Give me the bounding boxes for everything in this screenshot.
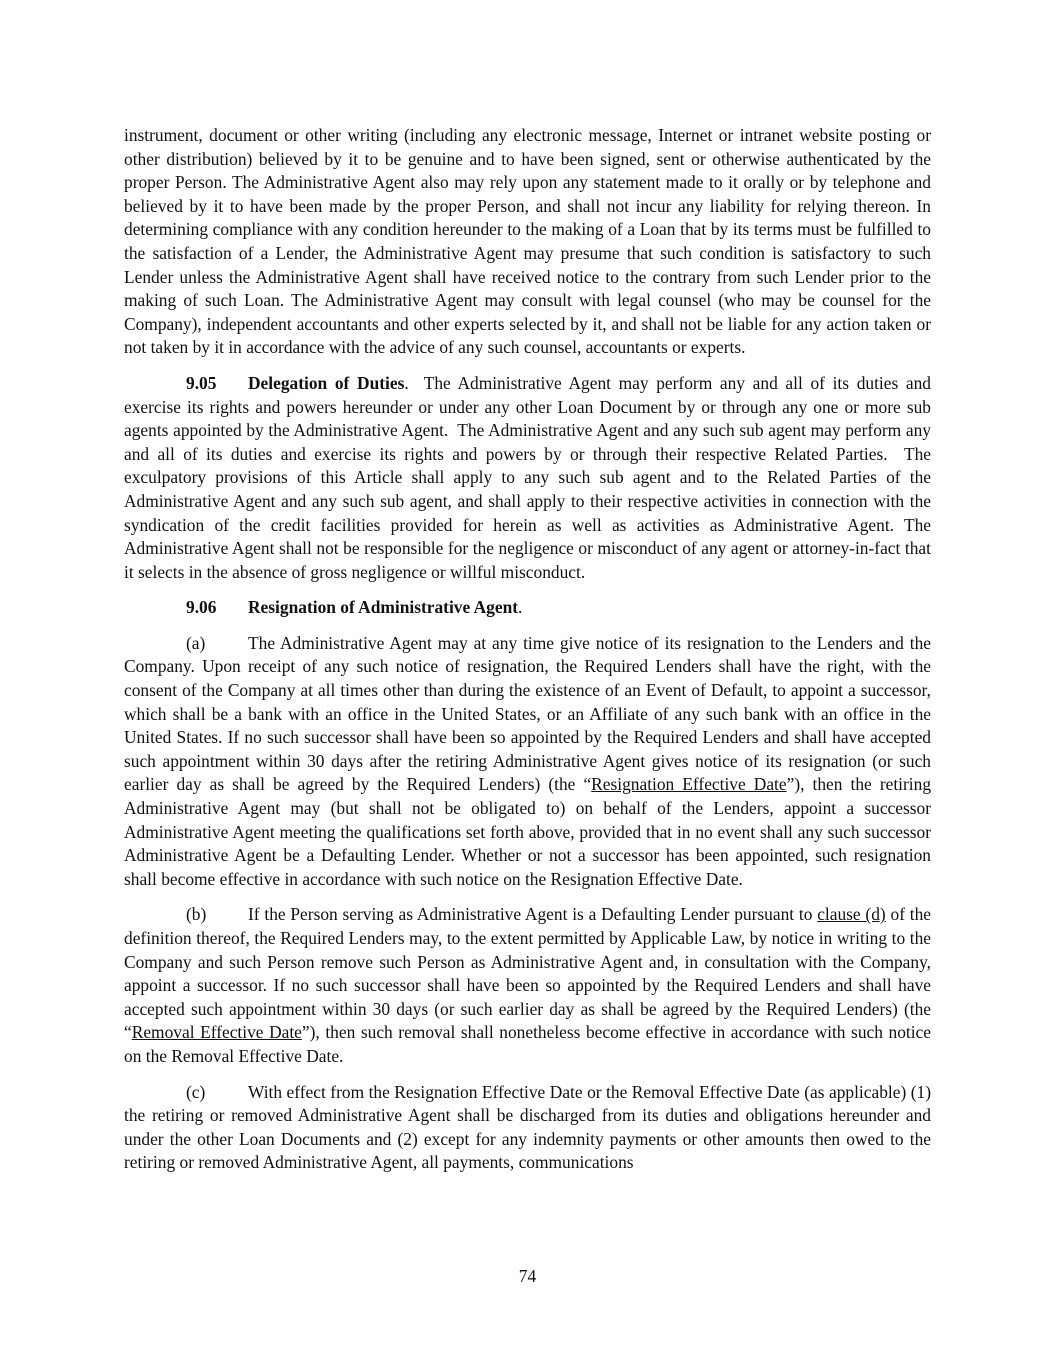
clause-b-label: (b) [186, 904, 207, 925]
clause-c-text: With effect from the Resignation Effective Date or the Removal Effective Date (as applicable) (1) the retiring or removed Administrative Agent shall be discharged from its duties and obligations hereunder and under the other Loan Documents and (2) except for any indemnity payments or other amounts then owed to the retiring or removed Administrative Agent, all payments, communications [124, 1081, 931, 1173]
clause-a-text-2: ”), then the retiring Administrative Agent may (but shall not be obligated to) on behalf of the Lenders, appoint a successor Administrative Agent meeting the qualifications set forth above, provided that in no event shall any such successor Administrative Agent be a Defaulting Lender. Whether or not a successor has been appointed, such resignation shall become effective in accordance with such notice on the Resignation Effective Date. [124, 774, 932, 889]
clause-a [124, 632, 931, 892]
clause-b [124, 903, 931, 1068]
paragraph-continuation: instrument, document or other writing (including any electronic message, Internet or intranet website posting or other distribution) believed by it to be genuine and to have been signed, sent or otherwise authenticated by the proper Person. The Administrative Agent also may rely upon any statement made to it orally or by telephone and believed by it to have been made by the proper Person, and shall not incur any liability for relying thereon. In determining compliance with any condition hereunder to the making of a Loan that by its terms must be fulfilled to the satisfaction of a Lender, the Administrative Agent may presume that such condition is satisfactory to such Lender unless the Administrative Agent shall have received notice to the contrary from such Lender prior to the making of such Loan. The Administrative Agent may consult with legal counsel (who may be counsel for the Company), independent accountants and other experts selected by it, and shall not be liable for any action taken or not taken by it in accordance with the advice of any such counsel, accountants or experts. [124, 125, 931, 358]
clause-b-text-1: If the Person serving as Administrative Agent is a Defaulting Lender pursuant to [248, 904, 818, 925]
section-9-06-title-punct: . [518, 597, 523, 618]
clause-b-clause-ref: clause (d) [817, 904, 886, 925]
clause-b-text-3: ”), then such removal shall nonetheless become effective in accordance with such notice on the Removal Effective Date. [124, 1022, 931, 1066]
section-9-05-number: 9.05 [186, 372, 217, 393]
clause-b-text-2: of the definition thereof, the Required Lenders may, to the extent permitted by Applicable Law, by notice in writing to the Company and such Person remove such Person as Administrative Agent and, in consultation with the Company, appoint a successor. If no such successor shall have been so appointed by the Required Lenders and shall have accepted such appointment within 30 days (or such earlier day as shall be agreed by the Required Lenders) (the “ [124, 904, 932, 1043]
section-9-05-title-punct: . [404, 372, 409, 393]
page-number: 74 [518, 1266, 537, 1286]
clause-c-label: (c) [186, 1081, 206, 1102]
section-9-06-title: Resignation of Administrative Agent [248, 597, 519, 618]
clause-b-defined-term: Removal Effective Date [131, 1022, 302, 1043]
section-9-05-title: Delegation of Duties [248, 372, 405, 393]
clause-a-label: (a) [186, 632, 206, 653]
section-9-06-heading [124, 596, 931, 620]
document-body [124, 124, 936, 1187]
clause-c [124, 1081, 931, 1175]
section-9-05 [124, 372, 936, 584]
section-9-06-number: 9.06 [186, 597, 217, 618]
clause-a-defined-term: Resignation Effective Date [591, 774, 787, 795]
section-9-05-text: The Administrative Agent may perform any and all of its duties and exercise its rights and powers hereunder or under any other Loan Document by or through any one or more sub agents appointed by the Administrative Agent. The Administrative Agent and any such sub agent may perform any and all of its duties and exercise its rights and powers by or through their respective Related Parties. The exculpatory provisions of this Article shall apply to any such sub agent and to the Related Parties of the Administrative Agent and any such sub agent, and shall apply to their respective activities in connection with the syndication of the credit facilities provided for herein as well as activities as Administrative Agent. The Administrative Agent shall not be responsible for the negligence or misconduct of any agent or attorney-in-fact that it selects in the absence of gross negligence or willful misconduct. [124, 372, 936, 582]
clause-a-text-1: The Administrative Agent may at any time give notice of its resignation to the Lenders and the Company. Upon receipt of any such notice of resignation, the Required Lenders shall have the right, with the consent of the Company at all times other than during the existence of an Event of Default, to appoint a successor, which shall be a bank with an office in the United States, or an Affiliate of any such bank with an office in the United States. If no such successor shall have been so appointed by the Required Lenders and shall have accepted such appointment within 30 days after the retiring Administrative Agent gives notice of its resignation (or such earlier day as shall be agreed by the Required Lenders) (the “ [124, 632, 931, 795]
